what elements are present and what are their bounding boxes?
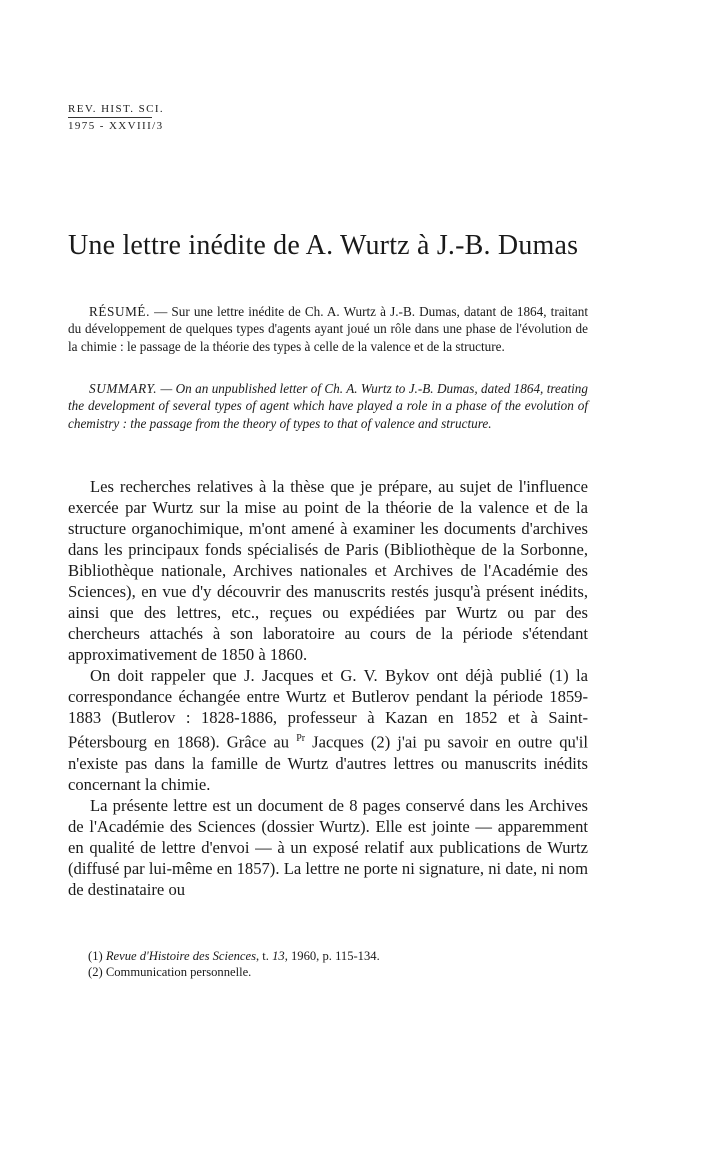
footnote-1-number: (1)	[88, 949, 106, 963]
body-paragraph-3: La présente lettre est un document de 8 pages conservé dans les Archives de l'Académie des Sciences (dossier Wurtz). Elle est jointe — apparemment en qualité de lettre d'envoi — à un exposé relatif aux publications de Wurtz (diffusé par lui-même en 1857). La lettre ne porte ni signature, ni date, ni nom de destinataire ou	[68, 795, 588, 899]
journal-issue: 1975 - XXVIII/3	[68, 120, 164, 132]
abstract-french	[68, 303, 588, 355]
article-body	[68, 476, 588, 900]
abstract-english	[68, 380, 588, 432]
journal-header	[68, 102, 164, 133]
resume-label: RÉSUMÉ.	[89, 304, 150, 319]
footnote-2: (2) Communication personnelle.	[88, 965, 252, 979]
title-abbreviation-superscript: Pr	[296, 733, 306, 744]
journal-rule	[68, 117, 152, 118]
summary-text: — On an unpublished letter of Ch. A. Wurtz to J.-B. Dumas, dated 1864, treating the development of several types of agent which have played a role in a phase of the evolution of chemistry : the passage from the theory of types to that of valence and structure.	[68, 381, 588, 431]
footnotes	[88, 948, 588, 980]
article-title: Une lettre inédite de A. Wurtz à J.-B. Dumas	[68, 230, 579, 261]
journal-name: REV. HIST. SCI.	[68, 103, 165, 115]
body-paragraph-2-part-b: Jacques (2) j'ai pu savoir en outre qu'il n'existe pas dans la famille de Wurtz d'autres lettres ou manuscrits inédits concernant la chimie.	[68, 732, 588, 794]
resume-text: — Sur une lettre inédite de Ch. A. Wurtz à J.-B. Dumas, datant de 1864, traitant du développement de quelques types d'agents ayant joué un rôle dans une phase de l'évolution de la chimie : le passage de la théorie des types à celle de la valence et de la structure.	[68, 304, 588, 354]
footnote-1	[88, 948, 588, 964]
body-paragraph-1: Les recherches relatives à la thèse que je prépare, au sujet de l'influence exercée par Wurtz sur la mise au point de la théorie de la valence et de la structure organochimique, m'ont amené à examiner les documents d'archives dans les principaux fonds spécialisés de Paris (Bibliothèque de la Sorbonne, Bibliothèque nationale, Archives nationales et Archives de l'Académie des Sciences), en vue d'y découvrir des manuscrits restés jusqu'à présent inédits, ainsi que des lettres, etc., reçues ou expédiées par Wurtz ou par des chercheurs attachés à son laboratoire au cours de la période s'étendant approximativement de 1850 à 1860.	[68, 477, 588, 664]
body-paragraph-2	[68, 665, 588, 795]
footnote-1-volume: 13	[272, 949, 285, 963]
footnote-1-end: , 1960, p. 115-134.	[284, 949, 380, 963]
body-paragraph-2-part-a: On doit rappeler que J. Jacques et G. V. Bykov ont déjà publié (1) la correspondance échangée entre Wurtz et Butlerov pendant la période 1859-1883 (Butlerov : 1828-1886, professeur à Kazan en 1852 et à Saint-Pétersbourg en 1868). Grâce au	[68, 666, 588, 752]
footnote-1-mid: , t.	[256, 949, 273, 963]
summary-label: SUMMARY.	[89, 381, 158, 396]
footnote-1-journal: Revue d'Histoire des Sciences	[105, 949, 256, 963]
